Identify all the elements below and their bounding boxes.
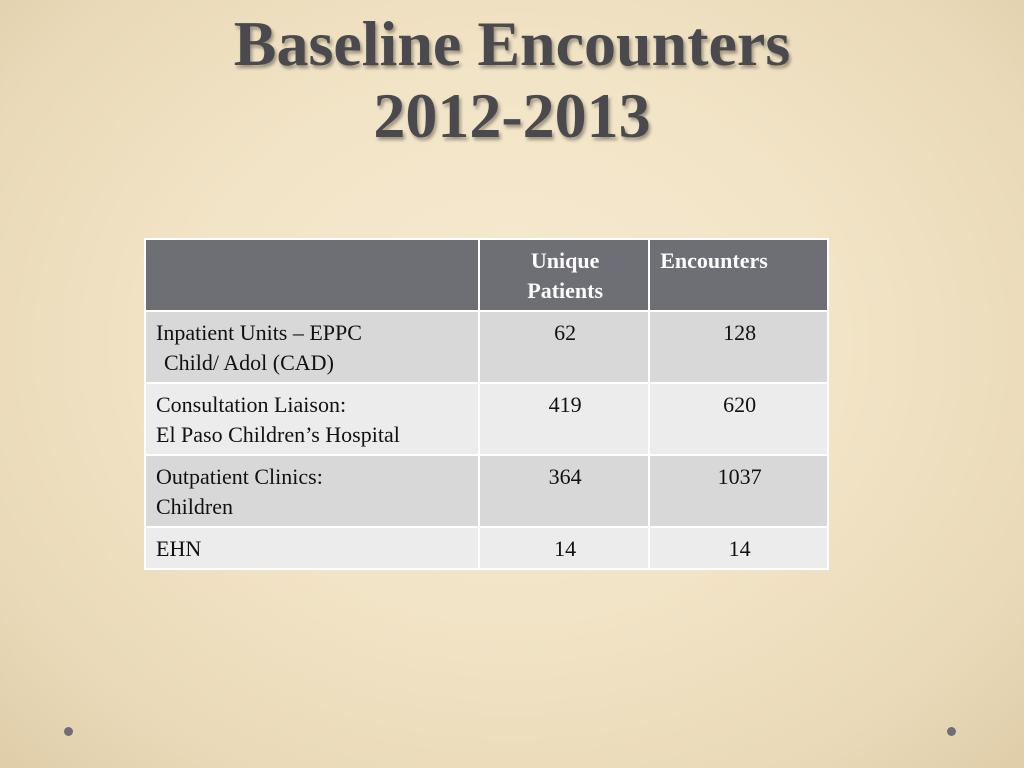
encounters-cell: 14: [649, 527, 828, 569]
table-row: [145, 455, 828, 527]
row-label-line1: Outpatient Clinics:: [156, 464, 323, 489]
slide-title: [0, 8, 1024, 152]
encounters-cell: 1037: [649, 455, 828, 527]
header-unique-line1: Unique: [530, 248, 600, 273]
decorative-dot-right: [947, 727, 956, 736]
table-row: [145, 527, 828, 569]
header-encounters: Encounters: [649, 239, 828, 311]
decorative-dot-left: [64, 727, 73, 736]
row-label-line1: EHN: [156, 536, 202, 561]
unique-patients-cell: 62: [479, 311, 649, 383]
row-label-line1: Inpatient Units – EPPC: [156, 320, 362, 345]
unique-patients-cell: 364: [479, 455, 649, 527]
row-label: [145, 311, 479, 383]
encounters-table: [144, 238, 829, 570]
slide-title-line1: Baseline Encounters: [233, 8, 791, 79]
unique-patients-cell: 419: [479, 383, 649, 455]
row-label: [145, 383, 479, 455]
row-label-line2: Child/ Adol (CAD): [164, 350, 334, 375]
row-label-line2: El Paso Children’s Hospital: [156, 422, 400, 447]
table-row: [145, 311, 828, 383]
row-label-line1: Consultation Liaison:: [156, 392, 347, 417]
row-label: [145, 455, 479, 527]
table-row: [145, 383, 828, 455]
row-label-line2: Children: [156, 494, 233, 519]
slide-title-line2: 2012-2013: [373, 80, 651, 151]
encounters-cell: 620: [649, 383, 828, 455]
encounters-cell: 128: [649, 311, 828, 383]
table-header-row: [145, 239, 828, 311]
header-unique-patients: [479, 239, 649, 311]
header-unique-line2: Patients: [527, 278, 604, 303]
header-empty-cell: [145, 239, 479, 311]
unique-patients-cell: 14: [479, 527, 649, 569]
row-label: [145, 527, 479, 569]
